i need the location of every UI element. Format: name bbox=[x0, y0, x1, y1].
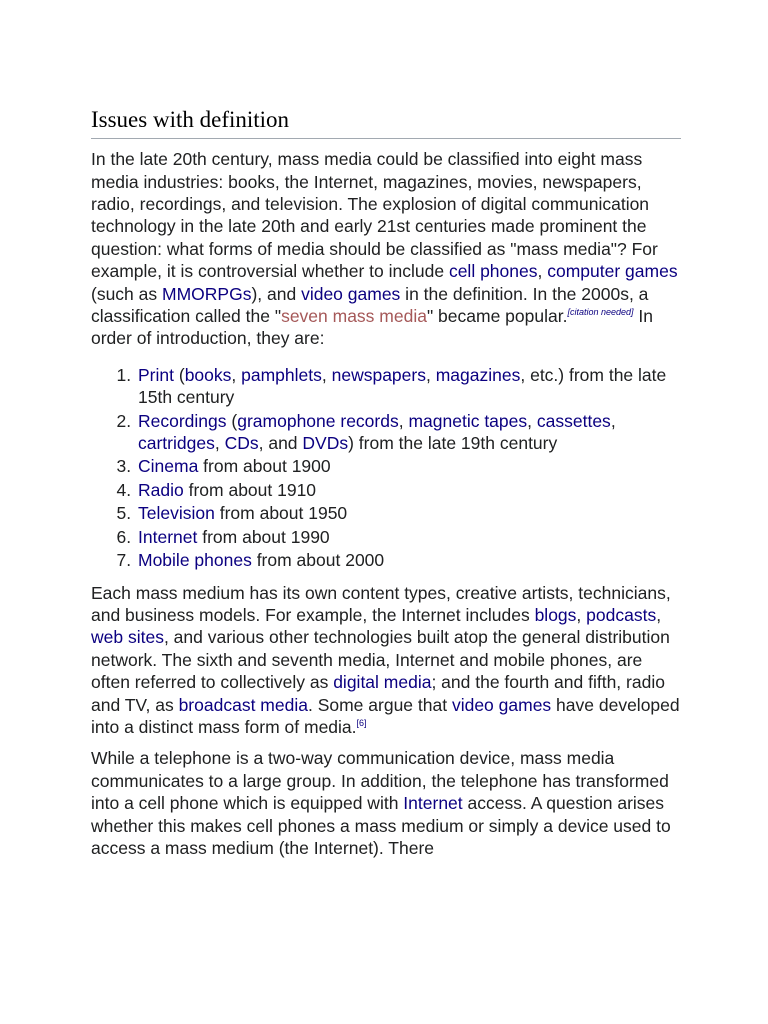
media-list bbox=[91, 364, 681, 572]
link-newspapers[interactable]: newspapers bbox=[331, 364, 426, 385]
list-item bbox=[136, 549, 681, 571]
text: , bbox=[398, 410, 409, 431]
section-heading: Issues with definition bbox=[91, 104, 681, 139]
link-radio[interactable]: Radio bbox=[138, 479, 184, 500]
link-magazines[interactable]: magazines bbox=[435, 364, 521, 385]
text: from about 1900 bbox=[198, 456, 331, 477]
link-recordings[interactable]: Recordings bbox=[138, 410, 227, 431]
text: have developed into a distinct mass form of media. bbox=[91, 694, 680, 737]
text: , bbox=[321, 364, 332, 385]
list-item bbox=[136, 410, 681, 455]
link-cassettes[interactable]: cassettes bbox=[536, 410, 611, 431]
text: , bbox=[537, 261, 548, 282]
link-television[interactable]: Television bbox=[138, 503, 215, 524]
text: , bbox=[576, 604, 587, 625]
reference-6-link[interactable]: [6] bbox=[356, 718, 367, 729]
paragraph-3 bbox=[91, 747, 681, 859]
link-dvds[interactable]: DVDs bbox=[302, 433, 349, 454]
text: , and various other technologies built atop the general distribution network. The sixth and seventh media, Internet and mobile phones, are often referred to collectively as bbox=[91, 627, 670, 693]
text: . Some argue that bbox=[307, 694, 452, 715]
text: in the definition. In the 2000s, a classification called the " bbox=[91, 283, 649, 327]
link-web-sites[interactable]: web sites bbox=[91, 627, 164, 648]
link-gramophone-records[interactable]: gramophone records bbox=[237, 410, 399, 431]
paragraph-2 bbox=[91, 582, 681, 739]
citation-needed-link[interactable]: [citation needed] bbox=[567, 307, 634, 318]
text: access. A question arises whether this makes cell phones a mass medium or simply a device used to access a mass medium (the Internet). There bbox=[91, 793, 671, 858]
link-mobile-phones[interactable]: Mobile phones bbox=[138, 550, 252, 571]
text: ( bbox=[173, 364, 185, 385]
text: In order of introduction, they are: bbox=[91, 306, 653, 349]
text: , bbox=[214, 433, 225, 454]
link-computer-games[interactable]: computer games bbox=[547, 261, 678, 282]
list-item bbox=[136, 364, 681, 409]
link-podcasts[interactable]: podcasts bbox=[586, 604, 657, 625]
text: , bbox=[610, 410, 616, 431]
text: Each mass medium has its own content types, creative artists, technicians, and business models. For example, the Internet includes bbox=[91, 582, 671, 625]
link-cell-phones[interactable]: cell phones bbox=[448, 261, 538, 282]
link-internet-access[interactable]: Internet bbox=[403, 793, 463, 814]
link-internet[interactable]: Internet bbox=[138, 526, 198, 547]
link-video-games[interactable]: video games bbox=[301, 283, 401, 304]
list-item bbox=[136, 502, 681, 524]
text: , bbox=[231, 364, 242, 385]
list-item bbox=[136, 455, 681, 477]
text: , bbox=[527, 410, 537, 431]
link-blogs[interactable]: blogs bbox=[534, 604, 577, 625]
list-item bbox=[136, 479, 681, 501]
text: from about 1950 bbox=[214, 503, 348, 524]
link-cartridges[interactable]: cartridges bbox=[138, 433, 215, 454]
list-item bbox=[136, 526, 681, 548]
link-seven-mass-media[interactable]: seven mass media bbox=[281, 306, 427, 327]
article-content bbox=[91, 104, 681, 859]
link-magnetic-tapes[interactable]: magnetic tapes bbox=[408, 410, 528, 431]
text: from about 2000 bbox=[251, 550, 385, 571]
text: (such as bbox=[91, 283, 162, 304]
link-pamphlets[interactable]: pamphlets bbox=[241, 364, 322, 385]
text: While a telephone is a two-way communication device, mass media communicates to a large group. In addition, the telephone has transformed into a cell phone which is equipped with bbox=[91, 748, 669, 814]
text: , bbox=[656, 604, 662, 625]
text: , etc.) from the late 15th century bbox=[138, 364, 667, 408]
text: from about 1910 bbox=[183, 479, 317, 500]
text: ( bbox=[226, 410, 238, 431]
paragraph-1 bbox=[91, 148, 681, 350]
text: In the late 20th century, mass media could be classified into eight mass media industries: books, the Internet, magazines, movies, newspapers, radio, recordings, and television. The explosion of digital communication technology in the late 20th and early 21st centuries made prominent the question: what forms of media should be classified as "mass media"? For example, it is controversial whether to include bbox=[91, 149, 658, 282]
text: ), and bbox=[251, 283, 302, 304]
link-video-games-2[interactable]: video games bbox=[451, 694, 552, 715]
link-broadcast-media[interactable]: broadcast media bbox=[178, 694, 308, 715]
text: from about 1990 bbox=[197, 526, 330, 547]
text: , and bbox=[258, 433, 303, 454]
link-cinema[interactable]: Cinema bbox=[138, 456, 199, 477]
text: ) from the late 19th century bbox=[348, 433, 558, 454]
text: ; and the fourth and fifth, radio and TV, as bbox=[91, 672, 665, 715]
text: " became popular. bbox=[426, 306, 568, 327]
link-digital-media[interactable]: digital media bbox=[333, 672, 432, 693]
link-books[interactable]: books bbox=[184, 364, 232, 385]
link-mmorpgs[interactable]: MMORPGs bbox=[162, 283, 252, 304]
link-cds[interactable]: CDs bbox=[224, 433, 259, 454]
text: , bbox=[425, 364, 436, 385]
link-print[interactable]: Print bbox=[138, 364, 174, 385]
